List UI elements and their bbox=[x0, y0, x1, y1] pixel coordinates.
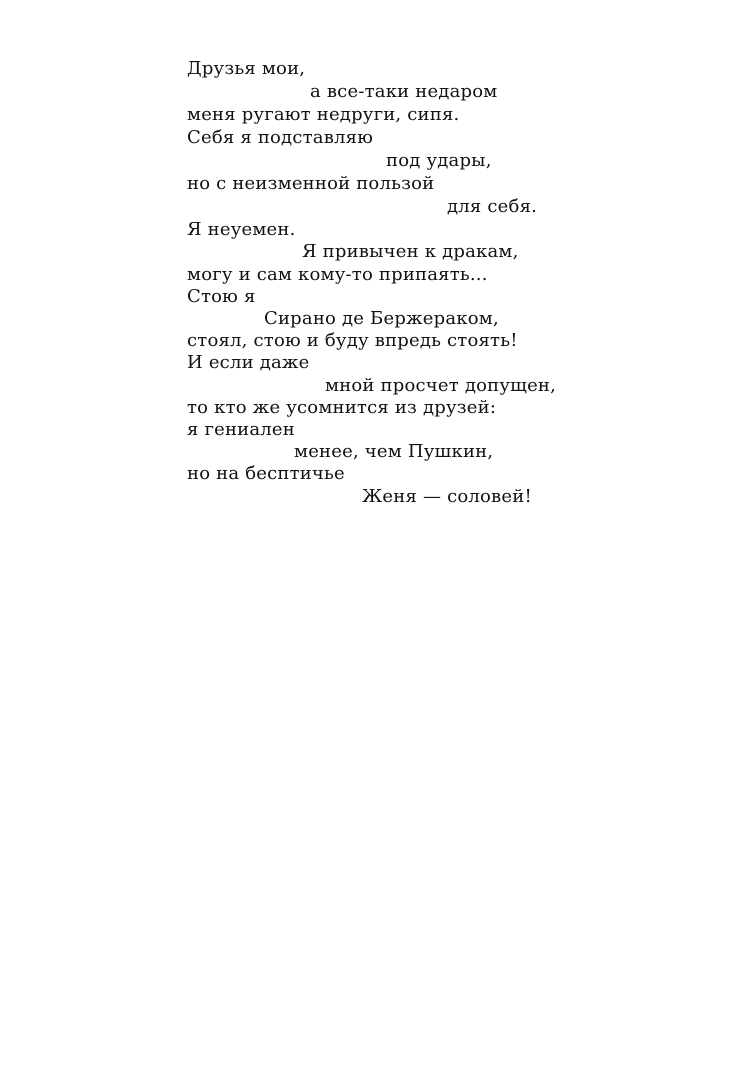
poem-line: а все-таки недаром bbox=[310, 81, 498, 102]
poem-line: менее, чем Пушкин, bbox=[294, 441, 494, 462]
poem-line: Друзья мои, bbox=[187, 58, 306, 79]
poem-line: Сирано де Бержераком, bbox=[264, 308, 499, 329]
poem-line: стоял, стою и буду впредь стоять! bbox=[187, 330, 518, 351]
poem-line: Себя я подставляю bbox=[187, 127, 374, 148]
poem-line: мной просчет допущен, bbox=[325, 375, 557, 396]
poem-line: меня ругают недруги, сипя. bbox=[187, 104, 460, 125]
poem-line: Женя — соловей! bbox=[362, 486, 532, 507]
poem-line: Я неуемен. bbox=[187, 219, 296, 240]
poem-line: Стою я bbox=[187, 286, 256, 307]
poem-line: могу и сам кому-то припаять... bbox=[187, 264, 488, 285]
poem-line: но на бесптичье bbox=[187, 463, 345, 484]
poem-line: под удары, bbox=[386, 150, 492, 171]
poem-line: но с неизменной пользой bbox=[187, 173, 435, 194]
poem-line: И если даже bbox=[187, 352, 310, 373]
poem-line: для себя. bbox=[447, 196, 538, 217]
poem-line: то кто же усомнится из друзей: bbox=[187, 397, 497, 418]
poem-line: Я привычен к дракам, bbox=[302, 241, 519, 262]
poem-line: я гениален bbox=[187, 419, 295, 440]
